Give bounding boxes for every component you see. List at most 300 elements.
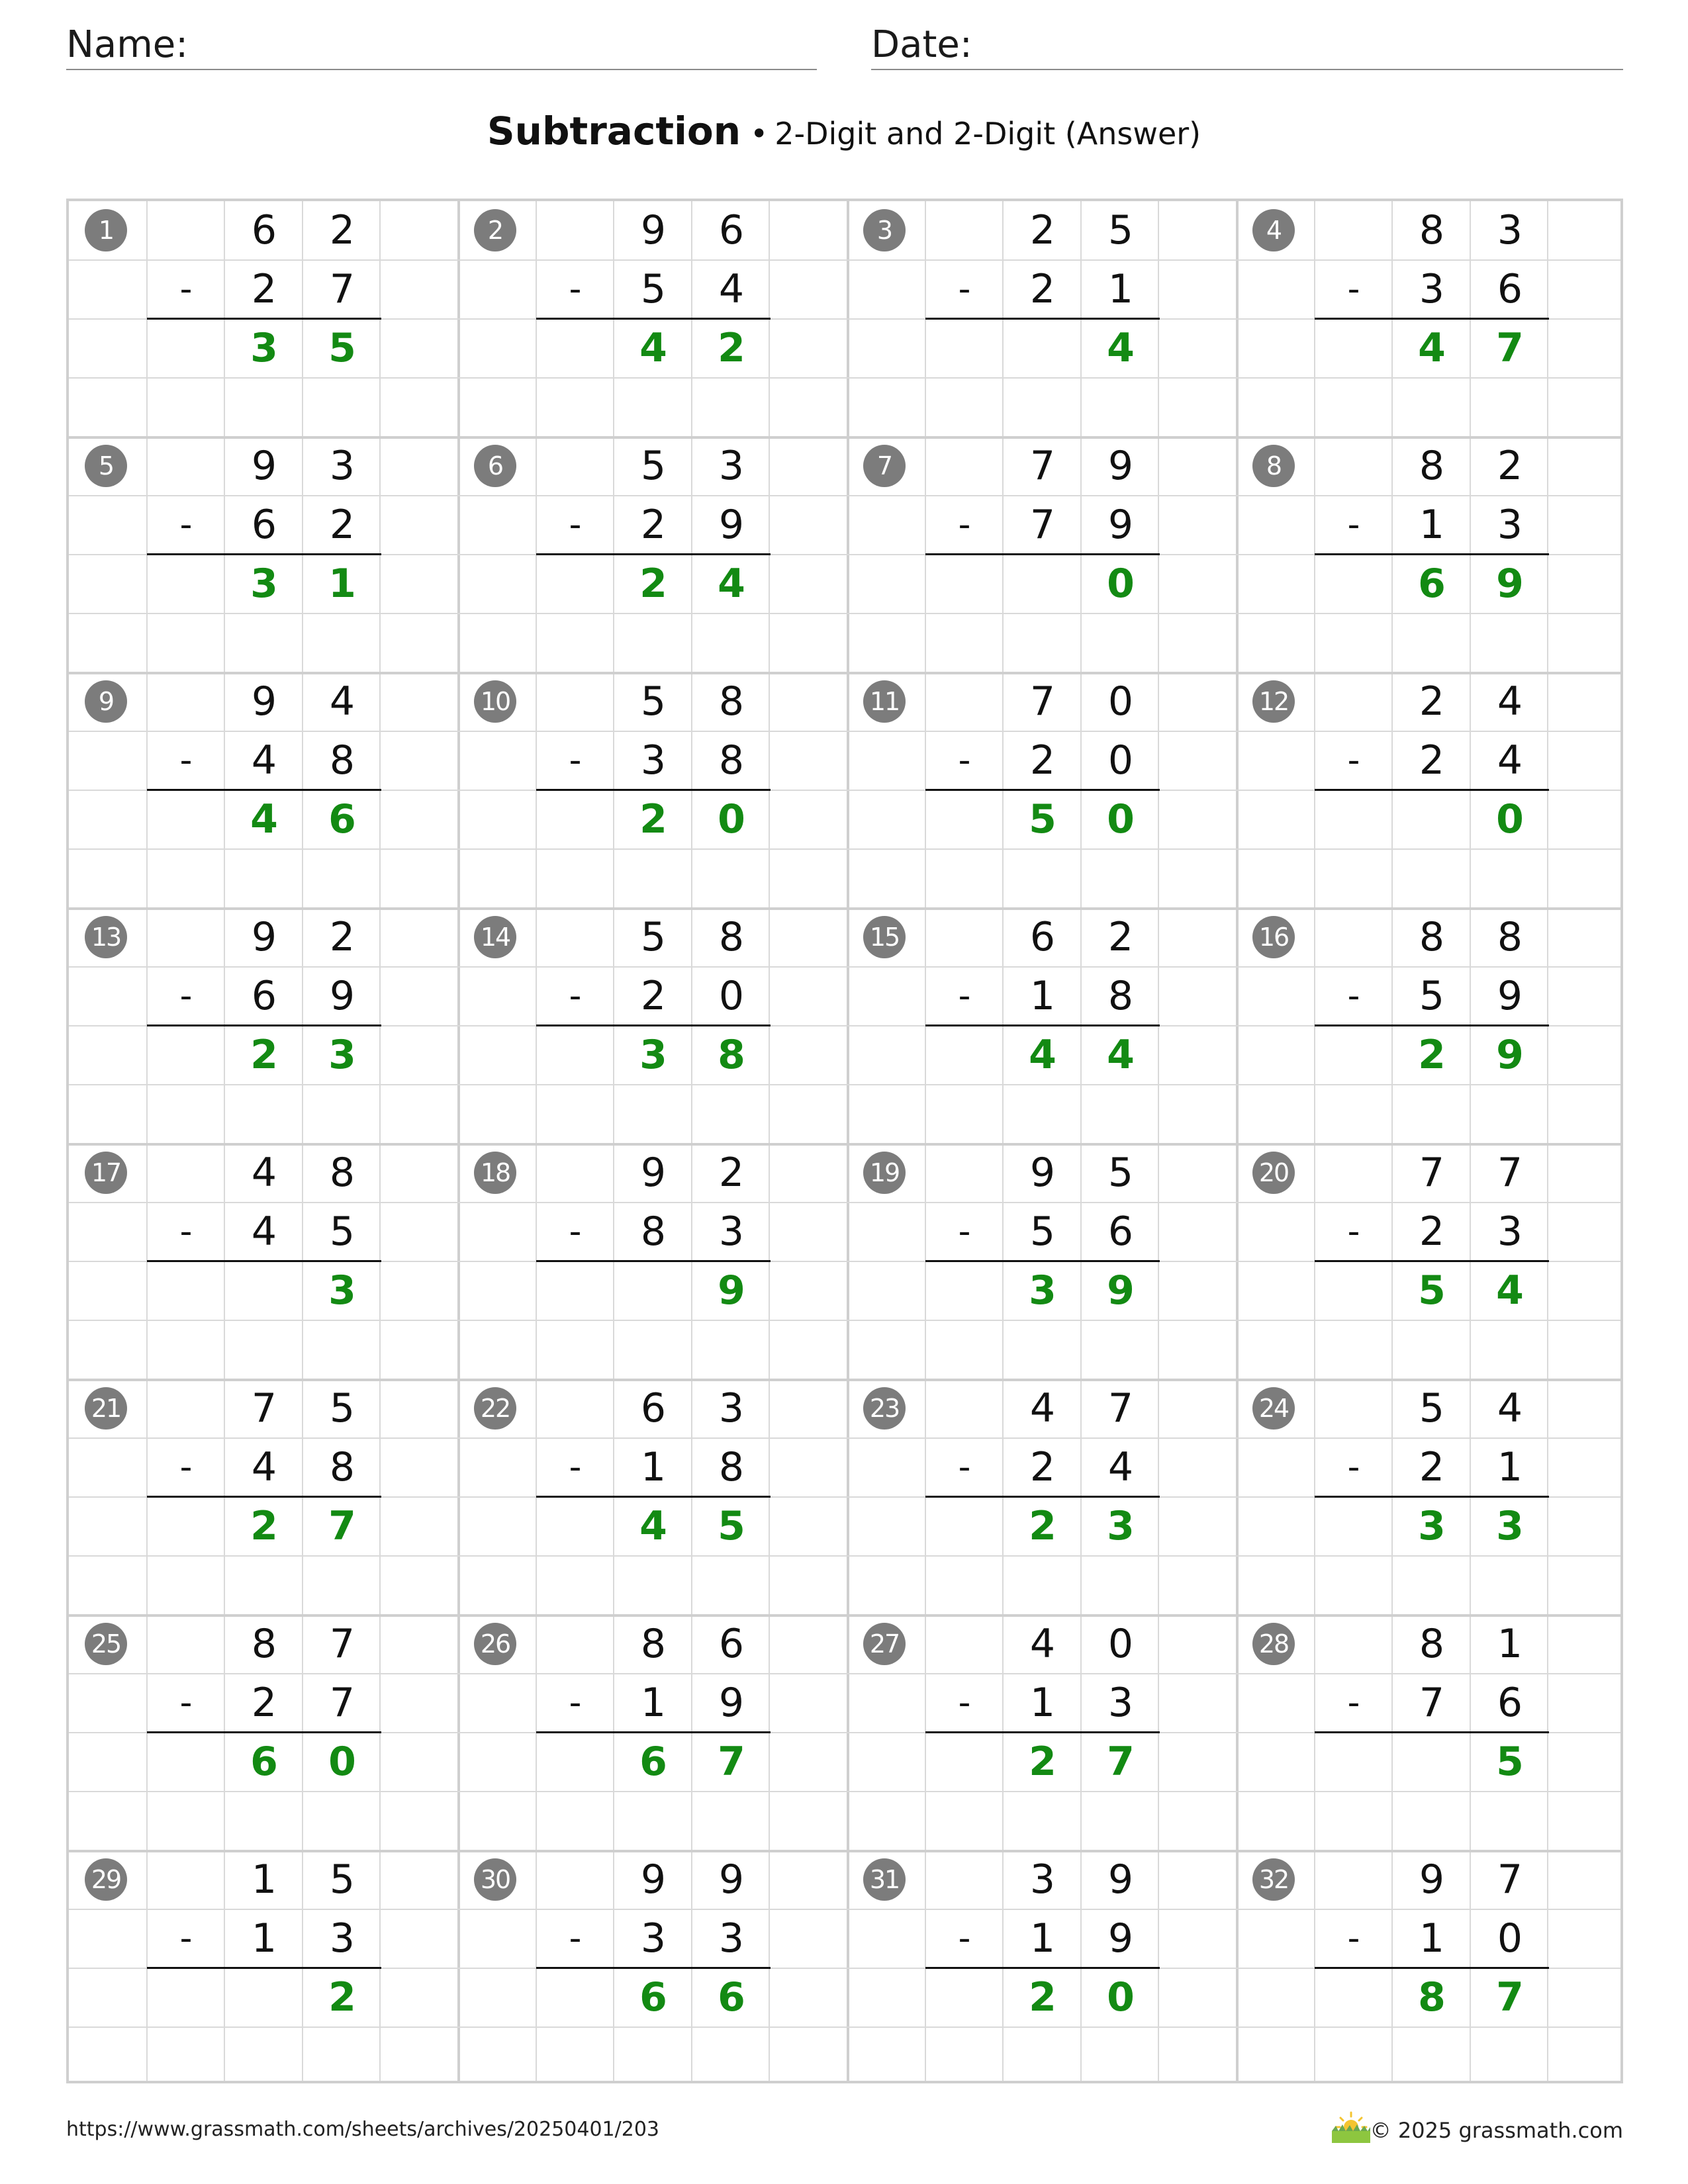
answer-tens-digit: 2	[1029, 1739, 1056, 1785]
subtrahend-ones-digit: 3	[1497, 502, 1523, 548]
subtraction-problem	[458, 437, 847, 672]
minus-sign: -	[179, 505, 193, 545]
subtrahend-ones-digit: 7	[329, 1680, 355, 1726]
subtraction-problem	[458, 201, 847, 437]
subtrahend-ones-digit: 8	[1107, 973, 1134, 1019]
answer-rule-line	[925, 553, 1160, 555]
answer-tens-digit: 3	[250, 325, 278, 371]
subtraction-problem	[1237, 201, 1626, 437]
minus-sign: -	[1347, 505, 1360, 545]
minuend-tens-digit: 2	[1029, 207, 1056, 253]
answer-tens-digit: 2	[1029, 1974, 1056, 2021]
subtrahend-tens-digit: 6	[251, 502, 277, 548]
answer-ones-digit: 9	[1496, 1032, 1524, 1078]
answer-rule-line	[147, 1024, 381, 1026]
minus-sign: -	[958, 1447, 971, 1487]
subtrahend-ones-digit: 6	[1107, 1208, 1134, 1255]
minus-sign: -	[1347, 741, 1360, 780]
answer-rule-line	[536, 1260, 771, 1262]
subtrahend-ones-digit: 7	[329, 266, 355, 312]
problem-number-badge: 9	[85, 680, 127, 723]
subtrahend-tens-digit: 1	[1419, 502, 1445, 548]
answer-ones-digit: 7	[718, 1739, 745, 1785]
subtrahend-tens-digit: 4	[251, 737, 277, 784]
subtrahend-ones-digit: 8	[329, 1444, 355, 1490]
problem-number-badge: 11	[863, 680, 906, 723]
minuend-ones-digit: 6	[718, 207, 745, 253]
minuend-ones-digit: 9	[1107, 443, 1134, 489]
minus-sign: -	[569, 741, 582, 780]
answer-rule-line	[536, 553, 771, 555]
subtraction-problem	[1237, 908, 1626, 1144]
subtrahend-tens-digit: 2	[1029, 1444, 1056, 1490]
subtrahend-ones-digit: 8	[718, 737, 745, 784]
minus-sign: -	[179, 269, 193, 309]
problem-number-badge: 23	[863, 1387, 906, 1430]
answer-rule-line	[1315, 318, 1549, 320]
answer-tens-digit	[1004, 555, 1082, 614]
problem-number-badge: 19	[863, 1152, 906, 1194]
subtraction-problem	[458, 1850, 847, 2086]
subtraction-problem	[847, 1850, 1237, 2086]
problem-number-badge: 24	[1252, 1387, 1295, 1430]
answer-ones-digit: 7	[1496, 325, 1524, 371]
problem-number-badge: 20	[1252, 1152, 1295, 1194]
subtraction-problem	[69, 672, 458, 908]
subtraction-problem	[458, 908, 847, 1144]
minuend-tens-digit: 4	[1029, 1621, 1056, 1667]
minuend-tens-digit: 9	[251, 443, 277, 489]
minus-sign: -	[1347, 976, 1360, 1016]
answer-ones-digit: 7	[1107, 1739, 1135, 1785]
subtrahend-tens-digit: 8	[640, 1208, 667, 1255]
problem-number-badge: 1	[85, 209, 127, 251]
subtraction-problem	[1237, 1615, 1626, 1850]
minuend-ones-digit: 4	[1497, 1385, 1523, 1432]
minuend-tens-digit: 2	[1419, 678, 1445, 725]
minuend-tens-digit: 5	[640, 914, 667, 960]
minuend-tens-digit: 5	[640, 678, 667, 725]
subtraction-problem	[69, 201, 458, 437]
answer-rule-line	[147, 318, 381, 320]
answer-ones-digit: 6	[328, 796, 356, 842]
footer-url[interactable]: https://www.grassmath.com/sheets/archives/20250401/203	[66, 2118, 660, 2141]
answer-ones-digit: 5	[1496, 1739, 1524, 1785]
answer-rule-line	[147, 1496, 381, 1498]
problem-number-badge: 6	[474, 445, 516, 487]
minus-sign: -	[569, 1919, 582, 1958]
subtrahend-tens-digit: 5	[1029, 1208, 1056, 1255]
minus-sign: -	[179, 976, 193, 1016]
minuend-ones-digit: 8	[329, 1150, 355, 1196]
minus-sign: -	[958, 1212, 971, 1251]
answer-rule-line	[1315, 1496, 1549, 1498]
problem-number-badge: 32	[1252, 1858, 1295, 1901]
subtrahend-ones-digit: 9	[718, 502, 745, 548]
problem-number-badge: 28	[1252, 1623, 1295, 1665]
answer-tens-digit: 5	[1029, 796, 1056, 842]
minus-sign: -	[1347, 1447, 1360, 1487]
minuend-ones-digit: 5	[329, 1385, 355, 1432]
subtrahend-tens-digit: 2	[1419, 737, 1445, 784]
answer-tens-digit	[225, 1261, 303, 1320]
minuend-ones-digit: 7	[329, 1621, 355, 1667]
minuend-tens-digit: 6	[251, 207, 277, 253]
subtrahend-tens-digit: 2	[251, 266, 277, 312]
title-separator: •	[750, 116, 769, 152]
answer-ones-digit: 0	[1107, 796, 1135, 842]
worksheet-title	[0, 105, 1688, 167]
subtrahend-ones-digit: 1	[1497, 1444, 1523, 1490]
subtrahend-tens-digit: 1	[1029, 1680, 1056, 1726]
minuend-ones-digit: 6	[718, 1621, 745, 1667]
subtrahend-ones-digit: 1	[1107, 266, 1134, 312]
minus-sign: -	[1347, 1919, 1360, 1958]
subtrahend-tens-digit: 2	[1419, 1208, 1445, 1255]
minuend-tens-digit: 7	[1419, 1150, 1445, 1196]
problem-number-badge: 25	[85, 1623, 127, 1665]
subtrahend-ones-digit: 6	[1497, 1680, 1523, 1726]
answer-ones-digit: 4	[1496, 1267, 1524, 1314]
answer-rule-line	[925, 1967, 1160, 1969]
minuend-ones-digit: 2	[329, 207, 355, 253]
problem-number-badge: 18	[474, 1152, 516, 1194]
answer-ones-digit: 4	[718, 561, 745, 607]
minuend-ones-digit: 7	[1497, 1150, 1523, 1196]
answer-rule-line	[147, 1260, 381, 1262]
subtrahend-ones-digit: 4	[1107, 1444, 1134, 1490]
answer-tens-digit: 6	[639, 1739, 667, 1785]
minuend-tens-digit: 8	[1419, 1621, 1445, 1667]
problem-number-badge: 15	[863, 916, 906, 958]
subtraction-problem	[1237, 672, 1626, 908]
answer-tens-digit: 2	[250, 1032, 278, 1078]
answer-rule-line	[147, 1731, 381, 1733]
subtraction-problem	[1237, 1379, 1626, 1615]
answer-tens-digit	[225, 1968, 303, 2027]
answer-tens-digit: 3	[1418, 1503, 1446, 1549]
minus-sign: -	[569, 976, 582, 1016]
minus-sign: -	[179, 1212, 193, 1251]
subtrahend-tens-digit: 2	[1029, 737, 1056, 784]
subtraction-problem	[69, 1144, 458, 1379]
answer-rule-line	[1315, 789, 1549, 791]
subtrahend-tens-digit: 5	[1419, 973, 1445, 1019]
minus-sign: -	[958, 269, 971, 309]
answer-ones-digit: 0	[1107, 1974, 1135, 2021]
minuend-ones-digit: 3	[718, 443, 745, 489]
subtrahend-tens-digit: 2	[640, 502, 667, 548]
subtrahend-ones-digit: 3	[1107, 1680, 1134, 1726]
minuend-tens-digit: 7	[1029, 443, 1056, 489]
minuend-tens-digit: 9	[251, 914, 277, 960]
subtrahend-tens-digit: 7	[1419, 1680, 1445, 1726]
subtraction-problem	[1237, 1144, 1626, 1379]
problem-number-badge: 16	[1252, 916, 1295, 958]
problem-number-badge: 26	[474, 1623, 516, 1665]
date-label: Date:	[871, 23, 972, 66]
subtraction-problem	[458, 1615, 847, 1850]
answer-rule-line	[925, 1496, 1160, 1498]
subtraction-problem	[847, 1615, 1237, 1850]
minuend-ones-digit: 1	[1497, 1621, 1523, 1667]
minuend-tens-digit: 8	[1419, 443, 1445, 489]
subtrahend-ones-digit: 9	[1497, 973, 1523, 1019]
answer-rule-line	[1315, 1024, 1549, 1026]
minuend-ones-digit: 2	[1497, 443, 1523, 489]
answer-ones-digit: 3	[1107, 1503, 1135, 1549]
minuend-tens-digit: 5	[640, 443, 667, 489]
name-label: Name:	[66, 23, 189, 66]
subtrahend-ones-digit: 0	[718, 973, 745, 1019]
answer-ones-digit: 0	[328, 1739, 356, 1785]
answer-tens-digit: 2	[639, 561, 667, 607]
subtrahend-tens-digit: 1	[251, 1915, 277, 1962]
subtrahend-tens-digit: 1	[1029, 1915, 1056, 1962]
answer-tens-digit: 6	[1418, 561, 1446, 607]
subtrahend-tens-digit: 2	[1419, 1444, 1445, 1490]
answer-tens-digit: 6	[250, 1739, 278, 1785]
subtrahend-ones-digit: 9	[718, 1680, 745, 1726]
problem-number-badge: 5	[85, 445, 127, 487]
minuend-ones-digit: 8	[718, 678, 745, 725]
minus-sign: -	[179, 741, 193, 780]
subtrahend-ones-digit: 4	[1497, 737, 1523, 784]
subtraction-problem	[69, 908, 458, 1144]
minuend-tens-digit: 9	[640, 1150, 667, 1196]
answer-ones-digit: 4	[1107, 1032, 1135, 1078]
subtrahend-tens-digit: 3	[640, 1915, 667, 1962]
subtrahend-ones-digit: 9	[329, 973, 355, 1019]
minuend-tens-digit: 8	[1419, 207, 1445, 253]
minuend-ones-digit: 8	[718, 914, 745, 960]
problem-number-badge: 2	[474, 209, 516, 251]
subtraction-problem	[847, 201, 1237, 437]
minuend-ones-digit: 4	[329, 678, 355, 725]
answer-rule-line	[925, 1731, 1160, 1733]
subtraction-problem	[69, 437, 458, 672]
minuend-ones-digit: 7	[1497, 1856, 1523, 1903]
answer-rule-line	[536, 1731, 771, 1733]
answer-ones-digit: 0	[718, 796, 745, 842]
minuend-ones-digit: 3	[329, 443, 355, 489]
answer-rule-line	[536, 789, 771, 791]
minuend-tens-digit: 9	[1029, 1150, 1056, 1196]
minuend-tens-digit: 7	[1029, 678, 1056, 725]
minuend-ones-digit: 5	[1107, 207, 1134, 253]
answer-tens-digit: 4	[639, 325, 667, 371]
subtrahend-tens-digit: 3	[1419, 266, 1445, 312]
answer-ones-digit: 9	[1496, 561, 1524, 607]
minus-sign: -	[1347, 1683, 1360, 1723]
minuend-ones-digit: 3	[718, 1385, 745, 1432]
problem-number-badge: 7	[863, 445, 906, 487]
minuend-ones-digit: 9	[1107, 1856, 1134, 1903]
grass-sun-logo-icon	[1329, 2105, 1373, 2148]
subtrahend-tens-digit: 3	[640, 737, 667, 784]
subtrahend-ones-digit: 9	[1107, 502, 1134, 548]
answer-rule-line	[1315, 553, 1549, 555]
answer-tens-digit: 3	[250, 561, 278, 607]
subtrahend-ones-digit: 5	[329, 1208, 355, 1255]
subtrahend-tens-digit: 2	[640, 973, 667, 1019]
answer-tens-digit: 5	[1418, 1267, 1446, 1314]
minuend-ones-digit: 8	[1497, 914, 1523, 960]
subtrahend-ones-digit: 6	[1497, 266, 1523, 312]
date-field[interactable]	[871, 24, 1623, 70]
minuend-tens-digit: 9	[251, 678, 277, 725]
subtraction-problem	[847, 908, 1237, 1144]
problem-number-badge: 12	[1252, 680, 1295, 723]
answer-ones-digit: 9	[1107, 1267, 1135, 1314]
answer-tens-digit: 2	[250, 1503, 278, 1549]
problem-number-badge: 27	[863, 1623, 906, 1665]
subtraction-problem	[458, 1144, 847, 1379]
answer-tens-digit: 2	[1418, 1032, 1446, 1078]
minus-sign: -	[958, 1683, 971, 1723]
subtrahend-ones-digit: 3	[1497, 1208, 1523, 1255]
minuend-ones-digit: 4	[1497, 678, 1523, 725]
minuend-tens-digit: 8	[640, 1621, 667, 1667]
subtraction-problem	[847, 1379, 1237, 1615]
minus-sign: -	[569, 269, 582, 309]
problem-number-badge: 10	[474, 680, 516, 723]
title-subtitle: 2-Digit and 2-Digit (Answer)	[774, 116, 1201, 152]
minuend-tens-digit: 7	[251, 1385, 277, 1432]
subtrahend-tens-digit: 1	[1419, 1915, 1445, 1962]
answer-ones-digit: 8	[718, 1032, 745, 1078]
problem-number-badge: 17	[85, 1152, 127, 1194]
answer-tens-digit: 2	[1029, 1503, 1056, 1549]
answer-ones-digit: 2	[328, 1974, 356, 2021]
subtraction-problem	[847, 437, 1237, 672]
answer-ones-digit: 2	[718, 325, 745, 371]
minuend-ones-digit: 9	[718, 1856, 745, 1903]
minuend-tens-digit: 6	[640, 1385, 667, 1432]
minuend-tens-digit: 8	[1419, 914, 1445, 960]
subtrahend-ones-digit: 2	[329, 502, 355, 548]
minus-sign: -	[179, 1919, 193, 1958]
minuend-tens-digit: 6	[1029, 914, 1056, 960]
minuend-tens-digit: 9	[1419, 1856, 1445, 1903]
answer-tens-digit: 4	[1029, 1032, 1056, 1078]
name-field[interactable]	[66, 24, 817, 70]
title-main: Subtraction	[487, 109, 741, 154]
minuend-tens-digit: 4	[1029, 1385, 1056, 1432]
minus-sign: -	[958, 505, 971, 545]
minus-sign: -	[958, 741, 971, 780]
minus-sign: -	[569, 505, 582, 545]
minuend-tens-digit: 9	[640, 207, 667, 253]
subtrahend-ones-digit: 0	[1107, 737, 1134, 784]
subtraction-problem	[847, 672, 1237, 908]
minuend-ones-digit: 3	[1497, 207, 1523, 253]
answer-tens-digit: 4	[1418, 325, 1446, 371]
answer-tens-digit	[614, 1261, 692, 1320]
subtrahend-tens-digit: 4	[251, 1444, 277, 1490]
subtrahend-ones-digit: 4	[718, 266, 745, 312]
subtrahend-ones-digit: 8	[718, 1444, 745, 1490]
minus-sign: -	[569, 1447, 582, 1487]
answer-ones-digit: 3	[1496, 1503, 1524, 1549]
answer-rule-line	[536, 1967, 771, 1969]
answer-ones-digit: 5	[328, 325, 356, 371]
subtrahend-tens-digit: 5	[640, 266, 667, 312]
minuend-ones-digit: 0	[1107, 1621, 1134, 1667]
subtrahend-ones-digit: 8	[329, 737, 355, 784]
subtrahend-ones-digit: 3	[329, 1915, 355, 1962]
answer-rule-line	[536, 318, 771, 320]
answer-rule-line	[925, 318, 1160, 320]
answer-ones-digit: 6	[718, 1974, 745, 2021]
minuend-tens-digit: 4	[251, 1150, 277, 1196]
answer-ones-digit: 0	[1107, 561, 1135, 607]
subtrahend-tens-digit: 6	[251, 973, 277, 1019]
problem-number-badge: 13	[85, 916, 127, 958]
answer-ones-digit: 3	[328, 1032, 356, 1078]
minuend-tens-digit: 8	[251, 1621, 277, 1667]
subtraction-problem	[69, 1850, 458, 2086]
answer-tens-digit: 3	[1029, 1267, 1056, 1314]
problem-number-badge: 8	[1252, 445, 1295, 487]
minus-sign: -	[1347, 269, 1360, 309]
minus-sign: -	[958, 1919, 971, 1958]
answer-rule-line	[147, 1967, 381, 1969]
problem-number-badge: 14	[474, 916, 516, 958]
answer-rule-line	[925, 789, 1160, 791]
answer-tens-digit: 2	[639, 796, 667, 842]
answer-tens-digit: 4	[250, 796, 278, 842]
subtrahend-tens-digit: 7	[1029, 502, 1056, 548]
problem-number-badge: 4	[1252, 209, 1295, 251]
subtrahend-ones-digit: 9	[1107, 1915, 1134, 1962]
minus-sign: -	[958, 976, 971, 1016]
answer-tens-digit: 4	[639, 1503, 667, 1549]
answer-ones-digit: 1	[328, 561, 356, 607]
minuend-ones-digit: 2	[329, 914, 355, 960]
answer-rule-line	[1315, 1260, 1549, 1262]
answer-ones-digit: 3	[328, 1267, 356, 1314]
answer-rule-line	[147, 553, 381, 555]
answer-rule-line	[925, 1024, 1160, 1026]
minus-sign: -	[569, 1212, 582, 1251]
minus-sign: -	[569, 1683, 582, 1723]
answer-rule-line	[1315, 1731, 1549, 1733]
subtrahend-ones-digit: 0	[1497, 1915, 1523, 1962]
answer-ones-digit: 4	[1107, 325, 1135, 371]
problem-grid	[66, 199, 1623, 2083]
answer-tens-digit: 3	[639, 1032, 667, 1078]
minus-sign: -	[1347, 1212, 1360, 1251]
answer-ones-digit: 7	[1496, 1974, 1524, 2021]
subtraction-problem	[1237, 437, 1626, 672]
minuend-ones-digit: 2	[718, 1150, 745, 1196]
subtraction-problem	[69, 1615, 458, 1850]
answer-rule-line	[536, 1496, 771, 1498]
subtrahend-tens-digit: 2	[1029, 266, 1056, 312]
subtraction-problem	[847, 1144, 1237, 1379]
minuend-ones-digit: 7	[1107, 1385, 1134, 1432]
answer-tens-digit	[1004, 319, 1082, 378]
answer-tens-digit: 6	[639, 1974, 667, 2021]
minus-sign: -	[179, 1447, 193, 1487]
answer-ones-digit: 7	[328, 1503, 356, 1549]
subtrahend-tens-digit: 1	[640, 1680, 667, 1726]
subtrahend-tens-digit: 4	[251, 1208, 277, 1255]
minuend-tens-digit: 9	[640, 1856, 667, 1903]
subtraction-problem	[458, 672, 847, 908]
answer-rule-line	[147, 789, 381, 791]
